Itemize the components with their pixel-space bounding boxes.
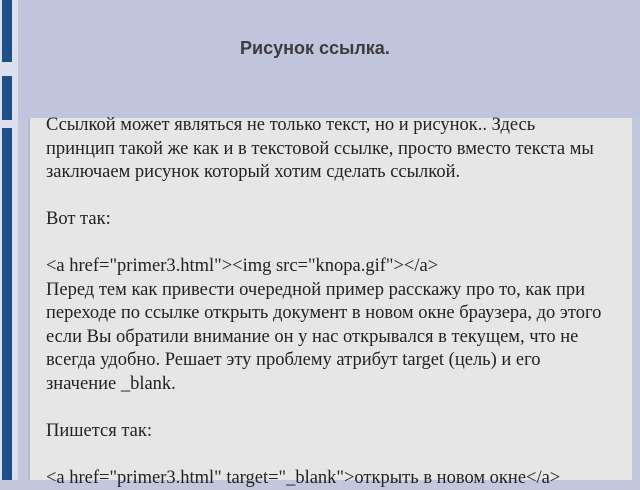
decorative-bar	[2, 76, 12, 120]
intro-paragraph: Ссылкой может являться не только текст, но и рисунок.. Здесь принцип такой же как и в текстовой ссылке, просто вместо текста мы заключаем рисунок который хотим сделать ссылкой.	[46, 114, 606, 185]
code-example-image-link: <a href="primer3.html"><img src="knopa.gif"></a>	[46, 255, 606, 279]
left-decoration-strip	[0, 0, 18, 480]
target-explanation-paragraph: Перед тем как привести очередной пример расскажу про то, как при переходе по ссылке открыть документ в новом окне браузера, до этого если Вы обратили внимание он у нас открывался в текущем, что не всегда удобно. Решает эту проблему атрибут target (цель) и его значение _blank.	[46, 279, 606, 397]
syntax-label: Пишется так:	[46, 420, 606, 444]
example-label: Вот так:	[46, 208, 606, 232]
code-example-target-blank: <a href="primer3.html" target="_blank">открыть в новом окне</a>	[46, 467, 606, 490]
decorative-bar	[2, 0, 12, 62]
header-band	[0, 0, 640, 118]
slide-title: Рисунок ссылка.	[240, 38, 390, 59]
decorative-bar	[2, 128, 12, 480]
slide-body	[46, 114, 606, 490]
